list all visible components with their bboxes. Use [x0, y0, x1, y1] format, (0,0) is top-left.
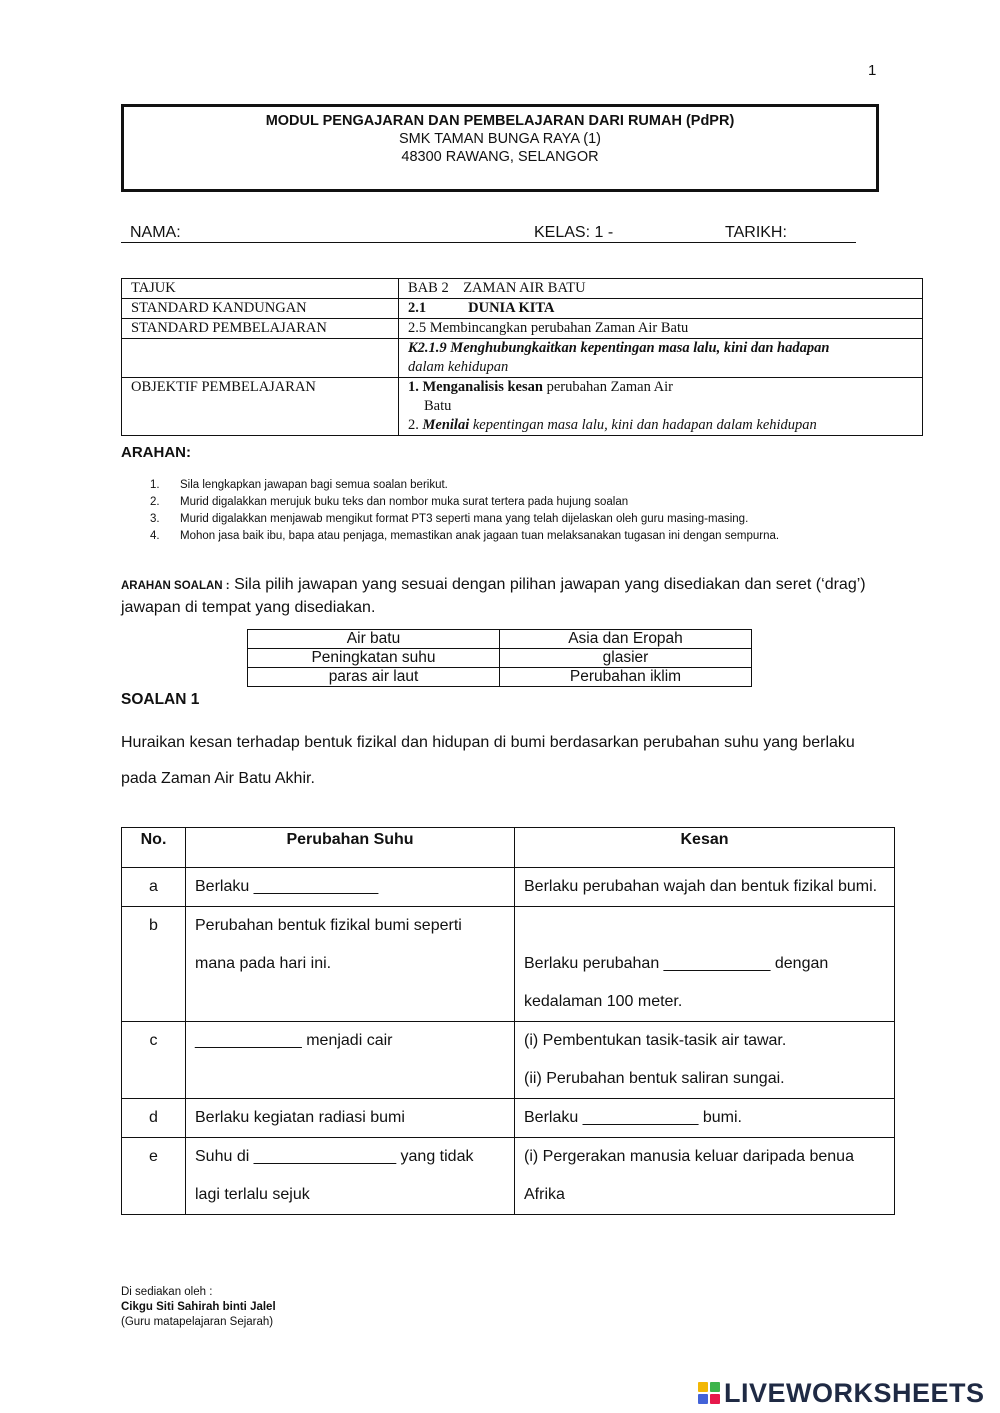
table-row — [122, 868, 895, 907]
author-name: Cikgu Siti Sahirah binti Jalel — [121, 1301, 276, 1313]
sk-cell — [399, 299, 923, 319]
objektif-label: OBJEKTIF PEMBELAJARAN — [122, 378, 399, 436]
arahan-item: 4. Mohon jasa baik ibu, bapa atau penjaga, memastikan anak jagaan tuan melaksanakan tugasan ini dengan sempurna. — [150, 530, 780, 542]
choice-option[interactable]: glasier — [500, 649, 752, 668]
soalan-title: SOALAN 1 — [121, 691, 200, 708]
header-perubahan-suhu: Perubahan Suhu — [186, 828, 515, 868]
perubahan-cell[interactable]: ____________ menjadi cair — [186, 1022, 515, 1099]
objective-2-rest: kepentingan masa lalu, kini dan hadapan dalam kehidupan — [472, 417, 817, 433]
lesson-info-table — [121, 278, 923, 436]
sp-label: STANDARD PEMBELAJARAN — [122, 319, 399, 339]
header-no: No. — [122, 828, 186, 868]
answer-choices-table — [247, 629, 752, 687]
choice-option[interactable]: paras air laut — [248, 668, 500, 687]
arahan-title: ARAHAN: — [121, 444, 191, 461]
school-name: SMK TAMAN BUNGA RAYA (1) — [399, 131, 601, 147]
k-rest-text: dalam kehidupan — [408, 359, 509, 375]
logo-square — [698, 1382, 708, 1392]
objektif-cell — [399, 378, 923, 436]
arahan-item: 3. Murid digalakkan menjawab mengikut format PT3 seperti mana yang telah dijelaskan oleh guru masing-masing. — [150, 513, 749, 525]
footer-credits — [121, 1285, 276, 1330]
sk-label: STANDARD KANDUNGAN — [122, 299, 399, 319]
row-number: b — [122, 907, 186, 1022]
objective-2-number: 2. — [408, 417, 419, 433]
perubahan-cell[interactable]: Suhu di ________________ yang tidak lagi terlalu sejuk — [186, 1138, 515, 1215]
objective-1 — [408, 378, 913, 397]
logo-square — [710, 1394, 720, 1404]
row-number: a — [122, 868, 186, 907]
question-table-header — [122, 828, 895, 868]
k-cell — [399, 339, 923, 378]
objective-2 — [408, 416, 913, 435]
sk-value: DUNIA KITA — [468, 300, 555, 316]
header-kesan: Kesan — [515, 828, 895, 868]
objective-2-bold: Menilai — [422, 417, 470, 433]
sp-row — [122, 319, 923, 339]
prepared-by-label: Di sediakan oleh : — [121, 1286, 213, 1298]
tajuk-value: BAB 2 ZAMAN AIR BATU — [399, 279, 923, 299]
choice-option[interactable]: Perubahan iklim — [500, 668, 752, 687]
table-row — [122, 1138, 895, 1215]
row-number: d — [122, 1099, 186, 1138]
perubahan-cell[interactable]: Berlaku ______________ — [186, 868, 515, 907]
tajuk-row — [122, 279, 923, 299]
logo-square — [698, 1394, 708, 1404]
tajuk-label: TAJUK — [122, 279, 399, 299]
row-number: e — [122, 1138, 186, 1215]
soalan-text: Huraikan kesan terhadap bentuk fizikal dan hidupan di bumi berdasarkan perubahan suhu yang berlaku pada Zaman Air Batu Akhir. — [121, 734, 855, 787]
module-title: MODUL PENGAJARAN DAN PEMBELAJARAN DARI RUMAH (PdPR) — [265, 113, 735, 129]
k-bold-text: K2.1.9 Menghubungkaitkan kepentingan masa lalu, kini dan hadapan — [408, 340, 830, 356]
objective-1-number: 1. — [408, 379, 419, 395]
school-address: 48300 RAWANG, SELANGOR — [401, 149, 599, 165]
sk-row — [122, 299, 923, 319]
arahan-item: 2. Murid digalakkan merujuk buku teks dan nombor muka surat tertera pada hujung soalan — [150, 496, 629, 508]
logo-square — [710, 1382, 720, 1392]
kesan-cell[interactable]: Berlaku _____________ bumi. — [515, 1099, 895, 1138]
perubahan-cell: Berlaku kegiatan radiasi bumi — [186, 1099, 515, 1138]
objective-1-cont: Batu — [424, 398, 452, 414]
liveworksheets-logo-icon — [698, 1382, 720, 1404]
k-label-empty — [122, 339, 399, 378]
objective-1-bold: Menganalisis kesan — [422, 379, 543, 395]
tarikh-label: TARIKH: — [725, 224, 787, 241]
brand-text: LIVEWORKSHEETS — [724, 1377, 985, 1408]
choice-row — [248, 649, 752, 668]
page-number: 1 — [868, 62, 877, 79]
arahan-soalan — [121, 574, 881, 618]
objective-1-rest: perubahan Zaman Air — [546, 379, 674, 395]
author-role: (Guru matapelajaran Sejarah) — [121, 1316, 274, 1328]
choice-option[interactable]: Peningkatan suhu — [248, 649, 500, 668]
nama-label: NAMA: — [130, 224, 181, 241]
choice-row — [248, 630, 752, 649]
arahan-item: 1. Sila lengkapkan jawapan bagi semua soalan berikut. — [150, 479, 448, 491]
row-number: c — [122, 1022, 186, 1099]
kesan-cell: (i) Pergerakan manusia keluar daripada benua Afrika — [515, 1138, 895, 1215]
table-row — [122, 1099, 895, 1138]
sk-number: 2.1 — [408, 300, 427, 316]
kesan-cell: (i) Pembentukan tasik-tasik air tawar. (ii) Perubahan bentuk saliran sungai. — [515, 1022, 895, 1099]
kesan-cell: Berlaku perubahan wajah dan bentuk fizikal bumi. — [515, 868, 895, 907]
table-row — [122, 1022, 895, 1099]
arahan-list — [150, 477, 870, 545]
table-row — [122, 907, 895, 1022]
perubahan-cell: Perubahan bentuk fizikal bumi seperti mana pada hari ini. — [186, 907, 515, 1022]
kesan-cell[interactable]: Berlaku perubahan ____________ dengan kedalaman 100 meter. — [515, 907, 895, 1022]
objektif-row — [122, 378, 923, 436]
k-row — [122, 339, 923, 378]
arahan-soalan-text: Sila pilih jawapan yang sesuai dengan pilihan jawapan yang disediakan dan seret (‘drag’) jawapan di tempat yang disediakan. — [121, 576, 866, 616]
sp-value: 2.5 Membincangkan perubahan Zaman Air Batu — [399, 319, 923, 339]
module-header — [121, 104, 879, 192]
choice-option[interactable]: Air batu — [248, 630, 500, 649]
choice-option[interactable]: Asia dan Eropah — [500, 630, 752, 649]
choice-row — [248, 668, 752, 687]
liveworksheets-brand — [698, 1378, 985, 1408]
fields-underline — [121, 242, 856, 243]
arahan-soalan-label: ARAHAN SOALAN : — [121, 580, 230, 592]
question-table — [121, 827, 895, 1215]
kelas-label: KELAS: 1 - — [534, 224, 614, 241]
